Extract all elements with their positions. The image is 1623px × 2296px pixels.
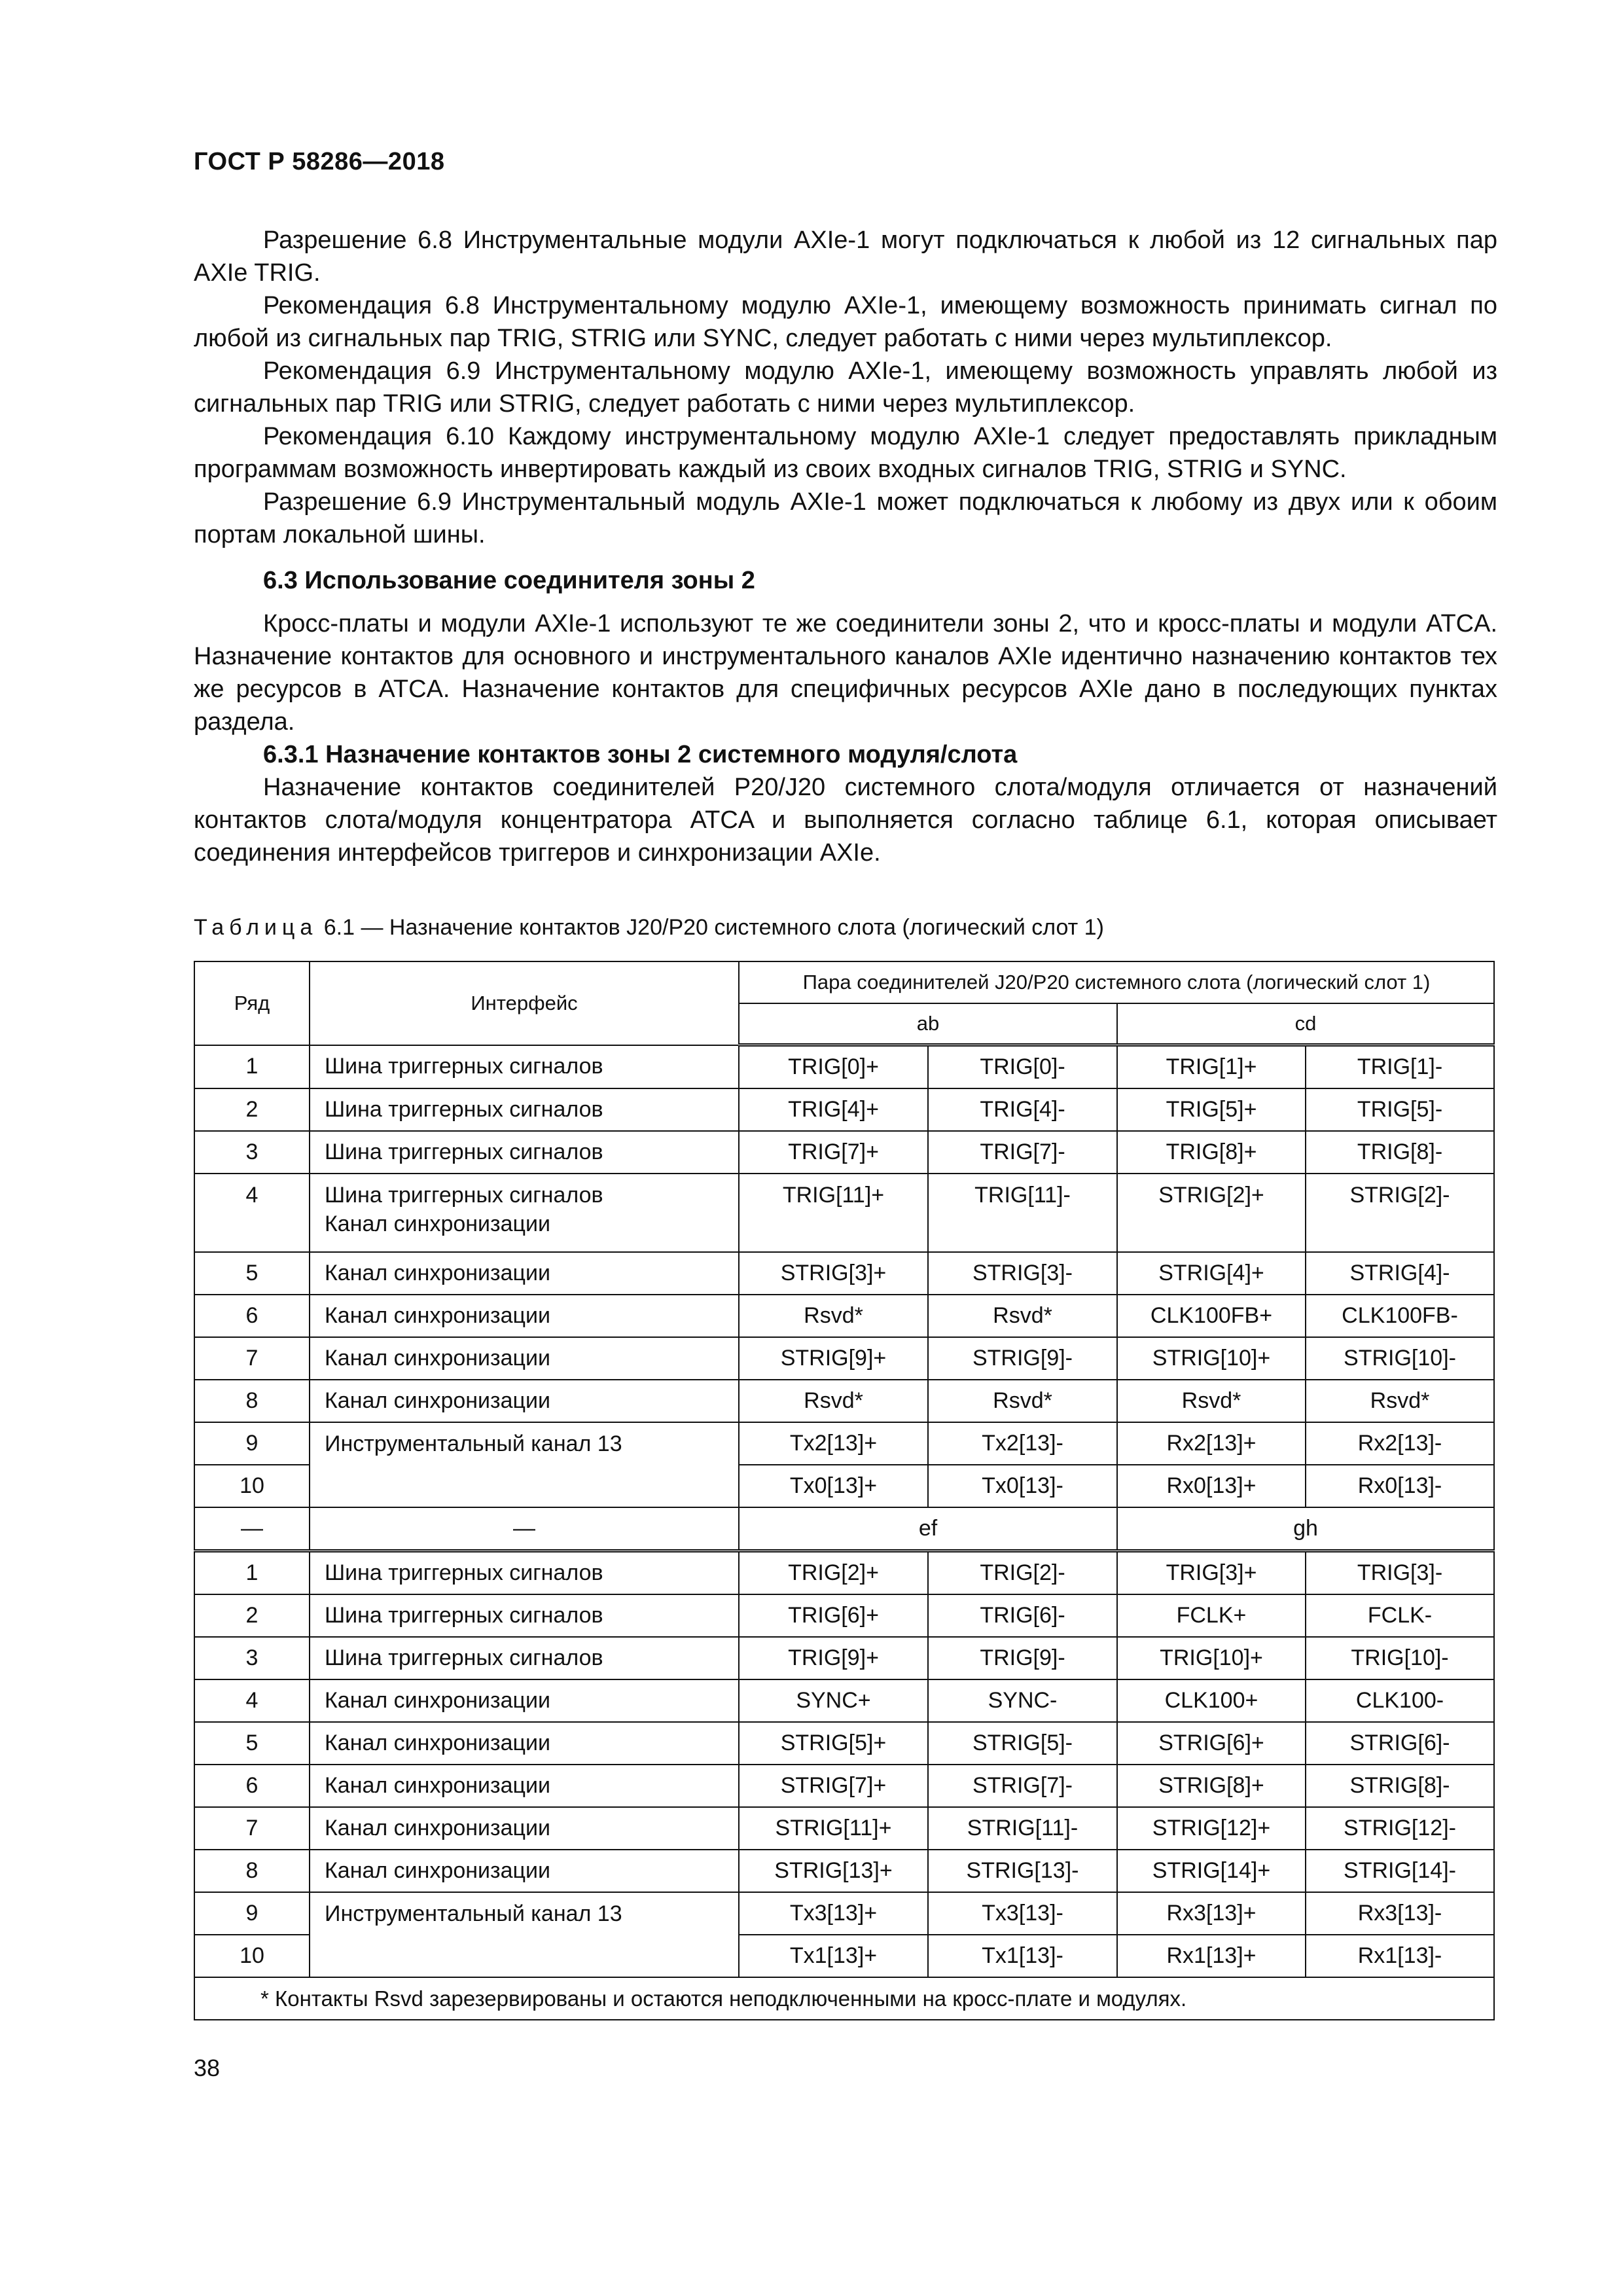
cell-interface: Канал синхронизации xyxy=(310,1765,739,1807)
cell-pin: Rsvd* xyxy=(739,1380,928,1422)
paragraph: Разрешение 6.8 Инструментальные модули AXIe-1 могут подключаться к любой из 12 сигнальных пар AXIe TRIG. xyxy=(194,226,1497,287)
page-number: 38 xyxy=(194,2054,221,2081)
cell-pin: TRIG[8]+ xyxy=(1117,1131,1306,1174)
cell-interface-line: Шина триггерных сигналов xyxy=(325,1183,603,1208)
table-footnote-row xyxy=(194,1977,1494,2020)
cell-pin: STRIG[12]+ xyxy=(1117,1807,1306,1850)
cell-pin: TRIG[9]+ xyxy=(739,1637,928,1679)
cell-row: 5 xyxy=(194,1722,310,1765)
cell-pin: TRIG[2]+ xyxy=(739,1551,928,1595)
table-row xyxy=(194,1807,1494,1850)
table-separator-row xyxy=(194,1507,1494,1551)
cell-pin: TRIG[0]- xyxy=(928,1045,1117,1089)
document-header: ГОСТ Р 58286—2018 xyxy=(194,148,445,175)
cell-pin: STRIG[7]+ xyxy=(739,1765,928,1807)
cell-row: 3 xyxy=(194,1131,310,1174)
cell-pin: Tx1[13]+ xyxy=(739,1935,928,1977)
col-header-gh: gh xyxy=(1117,1507,1494,1551)
cell-row: 9 xyxy=(194,1892,310,1935)
paragraph: Рекомендация 6.8 Инструментальному модулю AXIe-1, имеющему возможность принимать сигнал по любой из сигнальных пар TRIG, STRIG или SYNC, следует работать с ними через мультиплексор. xyxy=(194,292,1497,352)
cell-pin: FCLK- xyxy=(1306,1594,1494,1637)
cell-pin: STRIG[4]+ xyxy=(1117,1252,1306,1295)
table-row xyxy=(194,1380,1494,1422)
table-row xyxy=(194,1045,1494,1089)
table-row xyxy=(194,1850,1494,1892)
cell-pin: STRIG[14]- xyxy=(1306,1850,1494,1892)
table-row xyxy=(194,1131,1494,1174)
cell-pin: Tx1[13]- xyxy=(928,1935,1117,1977)
cell-pin: Rx2[13]- xyxy=(1306,1422,1494,1465)
cell-pin: Tx3[13]- xyxy=(928,1892,1117,1935)
subsection-heading: 6.3.1 Назначение контактов зоны 2 системного модуля/слота xyxy=(263,741,1018,768)
cell-row: 7 xyxy=(194,1807,310,1850)
cell-interface: Инструментальный канал 13 xyxy=(310,1422,739,1507)
cell-interface: Инструментальный канал 13 xyxy=(310,1892,739,1977)
cell-pin: STRIG[9]- xyxy=(928,1337,1117,1380)
col-header-cd: cd xyxy=(1117,1003,1494,1045)
col-header-ef: ef xyxy=(739,1507,1117,1551)
table-row xyxy=(194,1892,1494,1935)
col-header-interface: Интерфейс xyxy=(310,961,739,1045)
table-row xyxy=(194,1295,1494,1337)
cell-pin: CLK100- xyxy=(1306,1679,1494,1722)
cell-pin: Rsvd* xyxy=(1117,1380,1306,1422)
cell-interface: Шина триггерных сигналов xyxy=(310,1594,739,1637)
cell-pin: Tx3[13]+ xyxy=(739,1892,928,1935)
cell-interface: Канал синхронизации xyxy=(310,1679,739,1722)
cell-row: 5 xyxy=(194,1252,310,1295)
cell-interface xyxy=(310,1174,739,1252)
table-row xyxy=(194,1174,1494,1252)
cell-pin: Rsvd* xyxy=(1306,1380,1494,1422)
cell-pin: STRIG[3]- xyxy=(928,1252,1117,1295)
cell-interface-line: Канал синхронизации xyxy=(325,1211,550,1236)
cell-pin: Rx3[13]+ xyxy=(1117,1892,1306,1935)
section-heading: 6.3 Использование соединителя зоны 2 xyxy=(263,567,755,594)
cell-pin: Tx0[13]+ xyxy=(739,1465,928,1507)
cell-interface: Канал синхронизации xyxy=(310,1380,739,1422)
cell-pin: STRIG[8]+ xyxy=(1117,1765,1306,1807)
table-row xyxy=(194,1551,1494,1595)
cell-pin: STRIG[2]+ xyxy=(1117,1174,1306,1252)
table-row xyxy=(194,1594,1494,1637)
cell-pin: TRIG[10]- xyxy=(1306,1637,1494,1679)
table-caption-text: 6.1 — Назначение контактов J20/P20 системного слота (логический слот 1) xyxy=(323,915,1104,940)
cell-pin: Rsvd* xyxy=(739,1295,928,1337)
paragraph: Рекомендация 6.9 Инструментальному модулю AXIe-1, имеющему возможность управлять любой из сигнальных пар TRIG или STRIG, следует работать с ними через мультиплексор. xyxy=(194,357,1497,418)
col-header-pair: Пара соединителей J20/P20 системного слота (логический слот 1) xyxy=(739,961,1494,1003)
cell-row: 7 xyxy=(194,1337,310,1380)
cell-pin: STRIG[10]- xyxy=(1306,1337,1494,1380)
table-row xyxy=(194,1088,1494,1131)
table-row xyxy=(194,1722,1494,1765)
table-footnote: * Контакты Rsvd зарезервированы и остаются неподключенными на кросс-плате и модулях. xyxy=(194,1977,1494,2020)
cell-interface: Шина триггерных сигналов xyxy=(310,1088,739,1131)
cell-pin: TRIG[7]- xyxy=(928,1131,1117,1174)
cell-pin: STRIG[11]- xyxy=(928,1807,1117,1850)
cell-pin: TRIG[5]+ xyxy=(1117,1088,1306,1131)
cell-pin: STRIG[6]- xyxy=(1306,1722,1494,1765)
table-row xyxy=(194,1679,1494,1722)
paragraph: Кросс-платы и модули AXIe-1 используют те же соединители зоны 2, что и кросс-платы и модули ATCA. Назначение контактов для основного и инструментального каналов AXIe идентично назначению контактов тех же ресурсов в ATCA. Назначение контактов для специфичных ресурсов AXIe дано в последующих пунктах раздела. xyxy=(194,610,1497,736)
cell-pin: TRIG[9]- xyxy=(928,1637,1117,1679)
cell-pin: STRIG[11]+ xyxy=(739,1807,928,1850)
cell-pin: SYNC+ xyxy=(739,1679,928,1722)
cell-pin: TRIG[6]+ xyxy=(739,1594,928,1637)
cell-pin: TRIG[7]+ xyxy=(739,1131,928,1174)
paragraph: Назначение контактов соединителей P20/J20 системного слота/модуля отличается от назначений контактов слота/модуля концентратора ATCA и выполняется согласно таблице 6.1, которая описывает соединения интерфейсов триггеров и синхронизации AXIe. xyxy=(194,774,1497,867)
paragraph: Рекомендация 6.10 Каждому инструментальному модулю AXIe-1 следует предоставлять прикладным программам возможность инвертировать каждый из своих входных сигналов TRIG, STRIG и SYNC. xyxy=(194,423,1497,483)
cell-pin: STRIG[13]- xyxy=(928,1850,1117,1892)
cell-pin: TRIG[2]- xyxy=(928,1551,1117,1595)
pin-assignment-table xyxy=(194,961,1495,2020)
table-row xyxy=(194,1637,1494,1679)
cell-row: — xyxy=(194,1507,310,1551)
cell-pin: FCLK+ xyxy=(1117,1594,1306,1637)
cell-interface: Канал синхронизации xyxy=(310,1850,739,1892)
table-row xyxy=(194,1252,1494,1295)
cell-row: 8 xyxy=(194,1850,310,1892)
cell-interface: Канал синхронизации xyxy=(310,1252,739,1295)
cell-row: 8 xyxy=(194,1380,310,1422)
cell-interface: — xyxy=(310,1507,739,1551)
cell-interface: Шина триггерных сигналов xyxy=(310,1551,739,1595)
cell-row: 4 xyxy=(194,1679,310,1722)
cell-interface: Канал синхронизации xyxy=(310,1337,739,1380)
cell-pin: SYNC- xyxy=(928,1679,1117,1722)
cell-pin: TRIG[1]- xyxy=(1306,1045,1494,1089)
cell-pin: Rx1[13]+ xyxy=(1117,1935,1306,1977)
cell-pin: STRIG[8]- xyxy=(1306,1765,1494,1807)
cell-pin: STRIG[6]+ xyxy=(1117,1722,1306,1765)
cell-pin: STRIG[5]- xyxy=(928,1722,1117,1765)
cell-pin: TRIG[1]+ xyxy=(1117,1045,1306,1089)
body-text xyxy=(194,224,1497,869)
cell-pin: Rx1[13]- xyxy=(1306,1935,1494,1977)
cell-pin: STRIG[5]+ xyxy=(739,1722,928,1765)
cell-pin: STRIG[4]- xyxy=(1306,1252,1494,1295)
cell-row: 10 xyxy=(194,1465,310,1507)
cell-pin: STRIG[9]+ xyxy=(739,1337,928,1380)
cell-pin: TRIG[8]- xyxy=(1306,1131,1494,1174)
cell-pin: CLK100FB- xyxy=(1306,1295,1494,1337)
table-row xyxy=(194,1422,1494,1465)
cell-pin: TRIG[3]+ xyxy=(1117,1551,1306,1595)
cell-pin: TRIG[4]- xyxy=(928,1088,1117,1131)
cell-row: 2 xyxy=(194,1594,310,1637)
cell-pin: TRIG[0]+ xyxy=(739,1045,928,1089)
cell-row: 3 xyxy=(194,1637,310,1679)
cell-pin: Rx2[13]+ xyxy=(1117,1422,1306,1465)
cell-pin: STRIG[13]+ xyxy=(739,1850,928,1892)
col-header-row: Ряд xyxy=(194,961,310,1045)
cell-pin: Rsvd* xyxy=(928,1380,1117,1422)
cell-pin: Tx0[13]- xyxy=(928,1465,1117,1507)
cell-row: 6 xyxy=(194,1765,310,1807)
cell-pin: Rx0[13]- xyxy=(1306,1465,1494,1507)
cell-interface: Шина триггерных сигналов xyxy=(310,1131,739,1174)
cell-interface: Шина триггерных сигналов xyxy=(310,1637,739,1679)
cell-pin: CLK100+ xyxy=(1117,1679,1306,1722)
cell-row: 6 xyxy=(194,1295,310,1337)
cell-interface: Канал синхронизации xyxy=(310,1807,739,1850)
cell-pin: TRIG[5]- xyxy=(1306,1088,1494,1131)
cell-pin: Rsvd* xyxy=(928,1295,1117,1337)
cell-pin: Tx2[13]- xyxy=(928,1422,1117,1465)
cell-pin: TRIG[10]+ xyxy=(1117,1637,1306,1679)
cell-pin: TRIG[11]- xyxy=(928,1174,1117,1252)
cell-pin: STRIG[2]- xyxy=(1306,1174,1494,1252)
cell-pin: STRIG[3]+ xyxy=(739,1252,928,1295)
cell-pin: STRIG[7]- xyxy=(928,1765,1117,1807)
cell-pin: CLK100FB+ xyxy=(1117,1295,1306,1337)
paragraph: Разрешение 6.9 Инструментальный модуль AXIe-1 может подключаться к любому из двух или к обоим портам локальной шины. xyxy=(194,488,1497,548)
cell-pin: TRIG[6]- xyxy=(928,1594,1117,1637)
cell-pin: Rx0[13]+ xyxy=(1117,1465,1306,1507)
cell-row: 1 xyxy=(194,1045,310,1089)
cell-row: 9 xyxy=(194,1422,310,1465)
cell-pin: STRIG[12]- xyxy=(1306,1807,1494,1850)
cell-pin: TRIG[3]- xyxy=(1306,1551,1494,1595)
table-row xyxy=(194,1337,1494,1380)
cell-pin: Tx2[13]+ xyxy=(739,1422,928,1465)
cell-pin: TRIG[11]+ xyxy=(739,1174,928,1252)
table-caption xyxy=(194,915,1104,941)
cell-pin: TRIG[4]+ xyxy=(739,1088,928,1131)
cell-interface: Канал синхронизации xyxy=(310,1295,739,1337)
table-row xyxy=(194,1765,1494,1807)
cell-pin: Rx3[13]- xyxy=(1306,1892,1494,1935)
cell-row: 10 xyxy=(194,1935,310,1977)
cell-interface: Канал синхронизации xyxy=(310,1722,739,1765)
cell-row: 4 xyxy=(194,1174,310,1252)
col-header-ab: ab xyxy=(739,1003,1117,1045)
cell-row: 2 xyxy=(194,1088,310,1131)
cell-row: 1 xyxy=(194,1551,310,1595)
table-caption-label: Таблица xyxy=(194,915,318,940)
cell-pin: STRIG[10]+ xyxy=(1117,1337,1306,1380)
cell-interface: Шина триггерных сигналов xyxy=(310,1045,739,1089)
cell-pin: STRIG[14]+ xyxy=(1117,1850,1306,1892)
